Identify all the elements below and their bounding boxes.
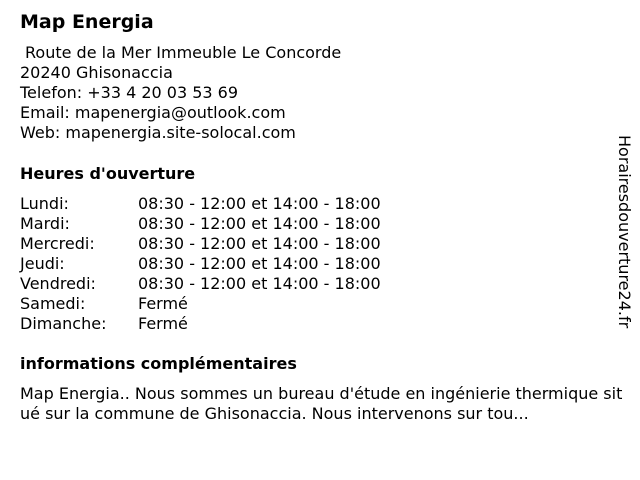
- phone-number: Telefon: +33 4 20 03 53 69: [20, 83, 239, 102]
- hours-row-monday: [20, 194, 381, 214]
- address-street: Route de la Mer Immeuble Le Concorde: [25, 43, 342, 62]
- hours-row-wednesday: [20, 234, 381, 254]
- hours-row-thursday: [20, 254, 381, 274]
- address-city: 20240 Ghisonaccia: [20, 63, 173, 82]
- hours-day: Dimanche:: [20, 314, 107, 333]
- info-description: Map Energia.. Nous sommes un bureau d'étude en ingénierie thermique situé sur la commune de Ghisonaccia. Nous intervenons sur tou...: [20, 384, 623, 423]
- business-name: Map Energia: [20, 11, 154, 33]
- hours-day: Mercredi:: [20, 234, 95, 253]
- hours-day: Lundi:: [20, 194, 69, 213]
- hours-time: 08:30 - 12:00 et 14:00 - 18:00: [138, 194, 381, 213]
- contact-block: [20, 43, 341, 143]
- hours-row-saturday: [20, 294, 381, 314]
- hours-time: Fermé: [138, 294, 188, 313]
- hours-time: 08:30 - 12:00 et 14:00 - 18:00: [138, 254, 381, 273]
- hours-row-friday: [20, 274, 381, 294]
- hours-heading: Heures d'ouverture: [20, 164, 196, 183]
- info-heading: informations complémentaires: [20, 354, 297, 373]
- hours-time: 08:30 - 12:00 et 14:00 - 18:00: [138, 214, 381, 233]
- hours-row-tuesday: [20, 214, 381, 234]
- hours-day: Vendredi:: [20, 274, 96, 293]
- site-watermark: Horairesdouverture24.fr: [615, 135, 634, 329]
- email-address: Email: mapenergia@outlook.com: [20, 103, 286, 122]
- hours-time: 08:30 - 12:00 et 14:00 - 18:00: [138, 234, 381, 253]
- hours-time: Fermé: [138, 314, 188, 333]
- hours-day: Samedi:: [20, 294, 86, 313]
- hours-row-sunday: [20, 314, 381, 334]
- hours-day: Mardi:: [20, 214, 70, 233]
- website: Web: mapenergia.site-solocal.com: [20, 123, 296, 142]
- hours-time: 08:30 - 12:00 et 14:00 - 18:00: [138, 274, 381, 293]
- hours-table: [20, 194, 381, 334]
- hours-day: Jeudi:: [20, 254, 65, 273]
